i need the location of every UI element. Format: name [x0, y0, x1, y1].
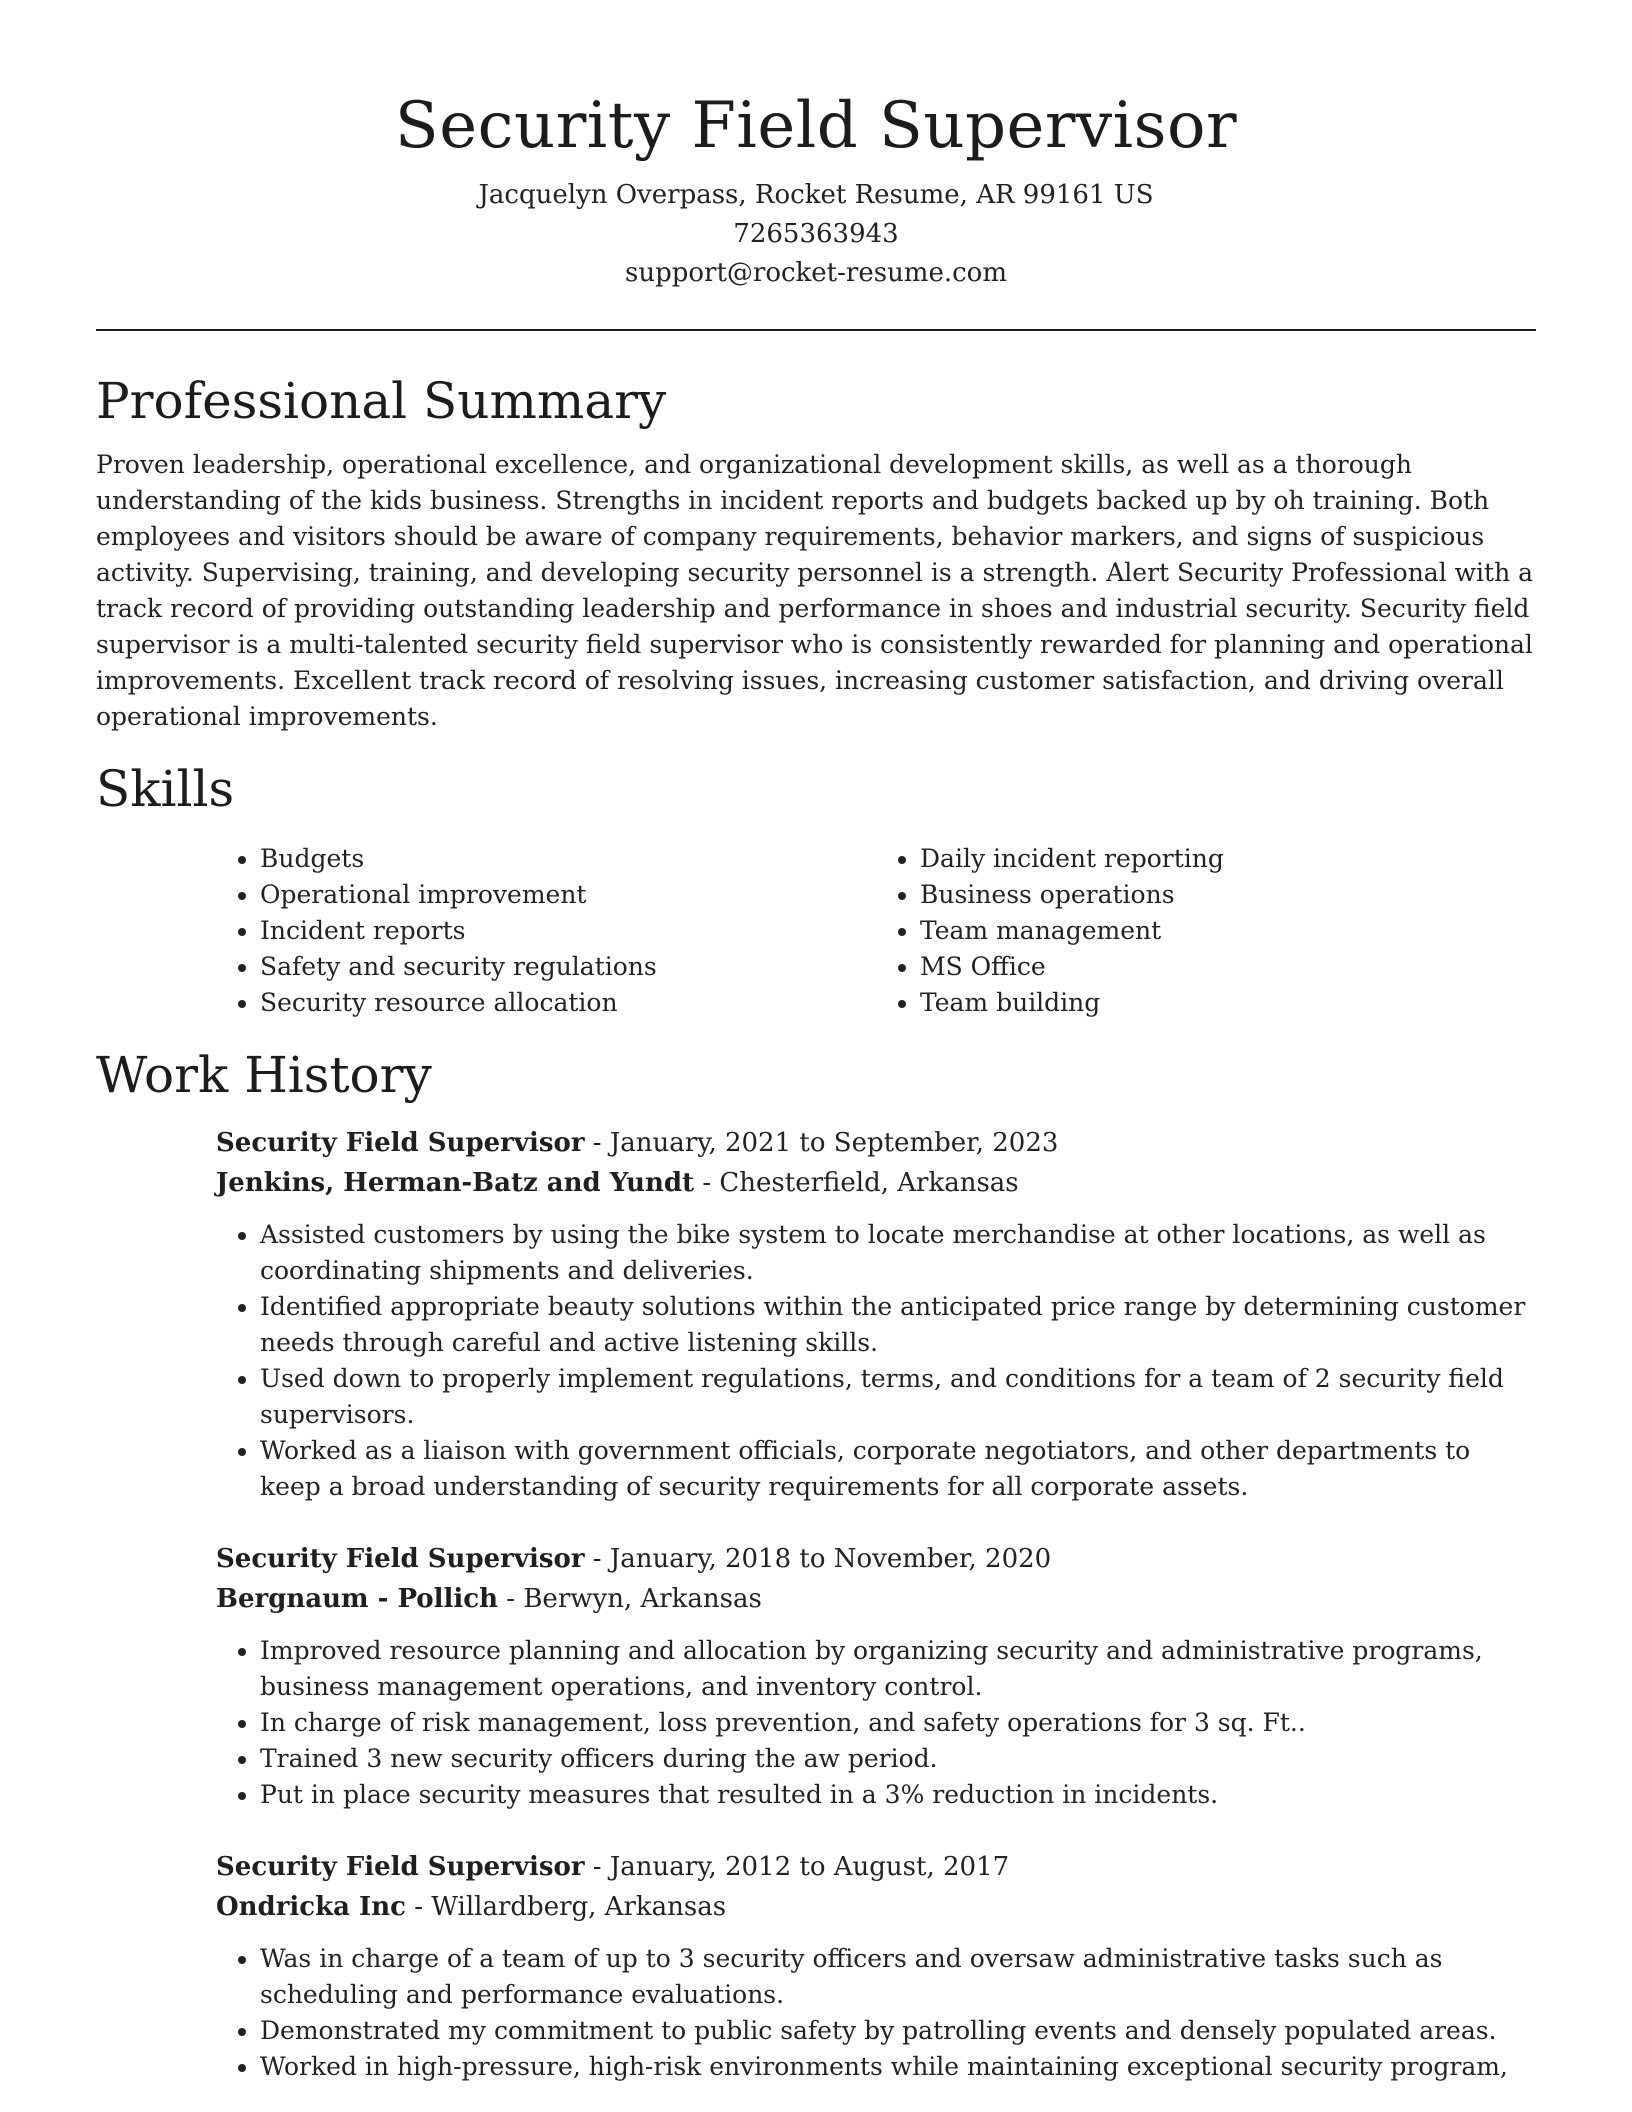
job-title-line: [216, 1123, 1536, 1163]
job-entry: [216, 1539, 1536, 1813]
job-company: Bergnaum - Pollich: [216, 1584, 499, 1614]
job-location: - Willardberg, Arkansas: [405, 1892, 727, 1922]
job-bullet: • Improved resource planning and allocation by organizing security and administrative programs, business management operations, and inventory control.: [260, 1633, 1536, 1705]
skills-grid: [216, 841, 1536, 1021]
job-company: Jenkins, Herman-Batz and Yundt: [216, 1168, 695, 1198]
skill-item: • Business operations: [920, 877, 1536, 913]
job-bullet: • Was in charge of a team of up to 3 security officers and oversaw administrative tasks such as scheduling and performance evaluations.: [260, 1941, 1536, 2013]
resume-header: [96, 0, 1536, 293]
skill-item: • Security resource allocation: [260, 985, 876, 1021]
email-text: support@rocket-resume.com: [624, 258, 1007, 288]
work-history-section: [96, 1043, 1536, 2085]
job-entry: [216, 1123, 1536, 1505]
summary-paragraph: Proven leadership, operational excellence, and organizational development skills, as well as a thorough understanding of the kids business. Strengths in incident reports and budgets backed up by oh training. Both employees and visitors should be aware of company requirements, behavior markers, and signs of suspicious activity. Supervising, training, and developing security personnel is a strength. Alert Security Professional with a track record of providing outstanding leadership and performance in shoes and industrial security. Security field supervisor is a multi-talented security field supervisor who is consistently rewarded for planning and operational improvements. Excellent track record of resolving issues, increasing customer satisfaction, and driving overall operational improvements.: [96, 450, 1534, 731]
job-title: Security Field Supervisor: [216, 1544, 585, 1574]
skills-section: [96, 757, 1536, 1021]
summary-section: [96, 369, 1536, 735]
job-dates: - January, 2021 to September, 2023: [584, 1128, 1059, 1158]
job-company-line: [216, 1579, 1536, 1619]
address-text: Jacquelyn Overpass, Rocket Resume, AR 99161 US: [478, 180, 1154, 210]
skill-item: • Team management: [920, 913, 1536, 949]
skill-item: • Operational improvement: [260, 877, 876, 913]
skill-item: • Budgets: [260, 841, 876, 877]
job-company-line: [216, 1163, 1536, 1203]
job-title: Security Field Supervisor: [216, 1852, 585, 1882]
job-location: - Chesterfield, Arkansas: [694, 1168, 1019, 1198]
job-company-line: [216, 1887, 1536, 1927]
job-dates: - January, 2012 to August, 2017: [584, 1852, 1010, 1882]
job-bullet-list: [216, 1941, 1536, 2085]
job-entry: [216, 1847, 1536, 2085]
job-bullet: • Worked as a liaison with government officials, corporate negotiators, and other departments to keep a broad understanding of security requirements for all corporate assets.: [260, 1433, 1536, 1505]
header-divider: [96, 329, 1536, 331]
skills-list-left: [216, 841, 876, 1021]
candidate-title: Security Field Supervisor: [394, 89, 1238, 163]
contact-block: [96, 176, 1536, 293]
job-bullet-list: [216, 1217, 1536, 1505]
jobs-list: [216, 1123, 1536, 2085]
skill-item: • Safety and security regulations: [260, 949, 876, 985]
skills-heading: Skills: [96, 760, 235, 818]
job-bullet: • Assisted customers by using the bike system to locate merchandise at other locations, as well as coordinating shipments and deliveries.: [260, 1217, 1536, 1289]
job-company: Ondricka Inc: [216, 1892, 406, 1922]
skill-item: • Daily incident reporting: [920, 841, 1536, 877]
job-title-line: [216, 1539, 1536, 1579]
skill-item: • MS Office: [920, 949, 1536, 985]
job-bullet: • Used down to properly implement regulations, terms, and conditions for a team of 2 security field supervisors.: [260, 1361, 1536, 1433]
work-history-heading: Work History: [96, 1046, 432, 1104]
summary-heading: Professional Summary: [96, 372, 667, 430]
job-bullet: • Demonstrated my commitment to public safety by patrolling events and densely populated areas.: [260, 2013, 1536, 2049]
job-bullet: • Worked in high-pressure, high-risk environments while maintaining exceptional security program,: [260, 2049, 1536, 2085]
skills-list-right: [876, 841, 1536, 1021]
skill-item: • Team building: [920, 985, 1536, 1021]
job-bullet: • In charge of risk management, loss prevention, and safety operations for 3 sq. Ft..: [260, 1705, 1536, 1741]
phone-text: 7265363943: [733, 219, 899, 249]
job-title: Security Field Supervisor: [216, 1128, 585, 1158]
job-bullet-list: [216, 1633, 1536, 1813]
job-dates: - January, 2018 to November, 2020: [584, 1544, 1052, 1574]
skill-item: • Incident reports: [260, 913, 876, 949]
job-bullet: • Trained 3 new security officers during the aw period.: [260, 1741, 1536, 1777]
job-bullet: • Put in place security measures that resulted in a 3% reduction in incidents.: [260, 1777, 1536, 1813]
job-location: - Berwyn, Arkansas: [498, 1584, 762, 1614]
job-title-line: [216, 1847, 1536, 1887]
job-bullet: • Identified appropriate beauty solutions within the anticipated price range by determining customer needs through careful and active listening skills.: [260, 1289, 1536, 1361]
